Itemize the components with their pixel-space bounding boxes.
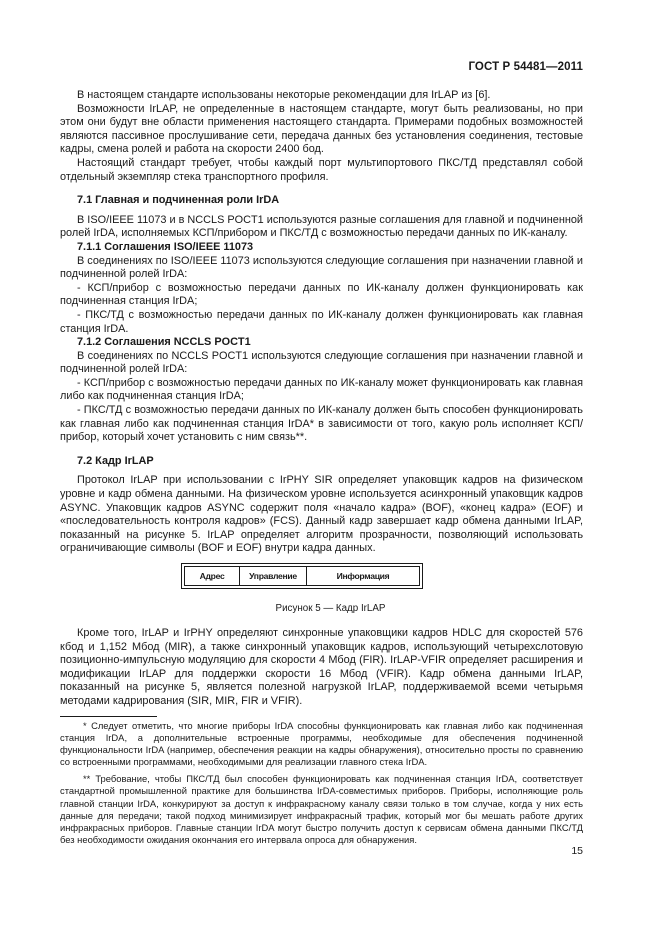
section-heading-7-1: 7.1 Главная и подчиненная роли IrDA: [77, 194, 280, 207]
frame-fields: [184, 566, 420, 586]
section-heading-7-1-2: 7.1.2 Соглашения NCCLS POCT1: [77, 336, 251, 349]
main-text-continued: [60, 627, 583, 709]
paragraph: Возможности IrLAP, не определенные в настоящем стандарте, могут быть реализованы, но при этом они будут вне области применения настоящего стандарта. Примерами подобных возможностей являются пассивное прослушивание сети, передача данных без установления соединения, тестовые кадры, смена ролей и работа на скорости 2400 бод.: [60, 102, 583, 156]
paragraph: Кроме того, IrLAP и IrPHY определяют синхронные упаковщики кадров HDLC для скоростей 576 кбод и 1,152 Мбод (MIR), а также синхронный упаковщик кадров, использующий четырехслотовую позиционно-импульсную модуляцию для скорости 4 Мбод (FIR). IrLAP-VFIR определяет расширения и модификации IrLAP для поддержки скорости 16 Мбод (VFIR). Кадр обмена данными IrLAP, показанный на рисунке 5, является полезной нагрузкой IrLAP, поддерживаемой всеми четырьмя методами кадрирования (SIR, MIR, FIR и VFIR).: [60, 627, 583, 707]
list-item: - КСП/прибор с возможностью передачи данных по ИК-каналу должен функционировать как подчиненная станция IrDA;: [60, 281, 583, 308]
paragraph: Настоящий стандарт требует, чтобы каждый порт мультипортового ПКС/ТД представлял собой отдельный экземпляр стека транспортного профиля.: [60, 156, 583, 183]
paragraph: В ISO/IEEE 11073 и в NCCLS POCT1 используются разные соглашения для главной и подчиненной ролей IrDA, исполняемых КСП/прибором и ПКС/ТД с возможностью передачи данных по ИК-каналу.: [60, 213, 583, 240]
list-item: - ПКС/ТД с возможностью передачи данных по ИК-каналу должен функционировать как главная станция IrDA.: [60, 308, 583, 335]
standard-designation: ГОСТ Р 54481—2011: [468, 61, 583, 73]
frame-field-control: Управление: [240, 567, 307, 585]
paragraph: В соединениях по ISO/IEEE 11073 используются следующие соглашения при назначении главной и подчиненной ролей IrDA:: [60, 254, 583, 281]
figure-caption: Рисунок 5 — Кадр IrLAP: [275, 603, 386, 614]
paragraph: Протокол IrLAP при использовании с IrPHY SIR определяет упаковщик кадров на физическом уровне и кадр обмена данными. На физическом уровне используется асинхронный упаковщик кадров ASYNC. Упаковщик кадров ASYNC содержит поля «начало кадра» (BOF), «конец кадра» (EOF) и «последовательность контроля кадров» (FCS). Данный кадр завершает кадр обмена данными IrLAP, показанный на рисунке 5. IrLAP определяет алгоритм прозрачности, позволяющий использовать ограничивающие символы (BOF и EOF) внутри кадра данных.: [60, 474, 583, 555]
footnote: * Следует отметить, что многие приборы IrDA способны функционировать как главная либо как подчиненная станция IrDA, а дополнительные встроенные программы, необходимые для обеспечения подчиненной функциональности IrDA (например, обеспечения реакции на кадры обнаружения), относительно просты по сравнению со встроенными программами, необходимыми для реализации главного стека IrDA.: [60, 720, 583, 768]
frame-field-address: Адрес: [185, 567, 240, 585]
irlap-frame-diagram: [181, 563, 423, 589]
list-item: - ПКС/ТД с возможностью передачи данных по ИК-каналу должен быть способен функционировать как главная либо как подчиненная станция IrDA* в зависимости от того, какую роль исполняет КСП/прибор, который хочет установить с ним связь**.: [60, 404, 583, 444]
list-item: - КСП/прибор с возможностью передачи данных по ИК-каналу может функционировать как главная либо как подчиненная станция IrDA;: [60, 376, 583, 403]
page-number: 15: [571, 845, 583, 857]
paragraph: В настоящем стандарте использованы некоторые рекомендации для IrLAP из [6].: [77, 89, 491, 101]
footnote-separator: [60, 716, 157, 717]
footnotes: [60, 720, 583, 851]
paragraph: В соединениях по NCCLS POCT1 используются следующие соглашения при назначении главной и подчиненной ролей IrDA:: [60, 349, 583, 376]
footnote: ** Требование, чтобы ПКС/ТД был способен функционировать как подчиненная станция IrDA, соответствует стандартной промышленной практике для большинства IrDA-совместимых приборов. Приборы, исполняющие роль главной станции IrDA, конкурируют за доступ к инфракрасному каналу связи только в том случае, когда у них есть данные для передачи; такой подход минимизирует инфракрасный трафик, который мог бы мешать работе других инфракрасных приборов. Главные станции IrDA могут быстро получить доступ к сервисам обмена данными ПКС/ТД без необходимости ожидания окончания его интервала опроса для обнаружения.: [60, 773, 583, 845]
section-heading-7-1-1: 7.1.1 Соглашения ISO/IEEE 11073: [77, 240, 254, 253]
main-text: [60, 89, 583, 556]
frame-field-information: Информация: [336, 571, 390, 581]
section-heading-7-2: 7.2 Кадр IrLAP: [77, 454, 154, 467]
